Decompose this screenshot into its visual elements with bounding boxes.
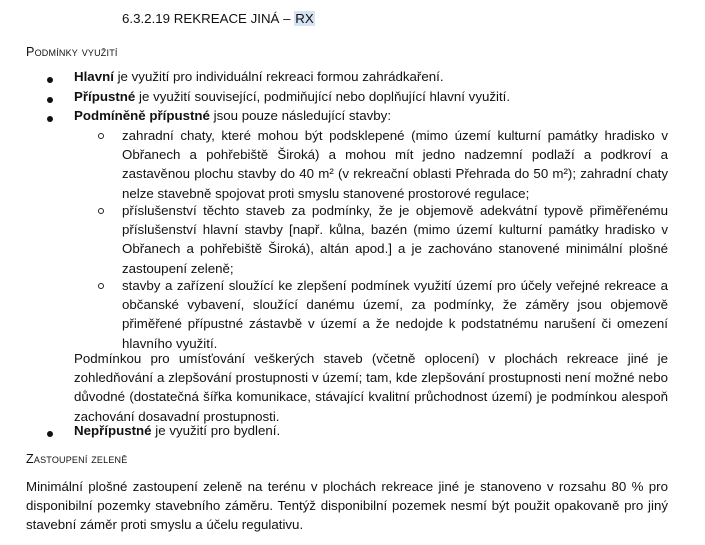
bullet-text: jsou pouze následující stavby:: [209, 108, 392, 123]
sub-bullet-circle: [98, 208, 104, 214]
bullet-label: Nepřípustné: [74, 423, 152, 438]
greenery-paragraph: Minimální plošné zastoupení zeleně na terénu v plochách rekreace jiné je stanoveno v rozsahu 80 % pro disponibilní pozemky stavebního záměru. Tentýž disponibilní pozemek nesmí být použit opakovaně pro jiný stavební záměr proti smyslu a účelu regulativu.: [26, 479, 668, 533]
bullet-dot: [47, 77, 53, 83]
bullet-dot: [47, 97, 53, 103]
heading-dash: –: [283, 11, 291, 26]
bullet-label: Podmíněně přípustné: [74, 108, 210, 123]
bullet-conditional-use: [74, 108, 674, 123]
heading-code: RX: [295, 11, 314, 26]
bullet-permitted-use: [74, 89, 674, 104]
bullet-label: Hlavní: [74, 69, 114, 84]
bullet-forbidden-use: [74, 423, 674, 438]
bullet-label: Přípustné: [74, 89, 136, 104]
heading-number: 6.3.2.19: [122, 11, 171, 26]
bullet-text: je využití pro individuální rekreaci formou zahrádkaření.: [113, 69, 444, 84]
bullet-dot: [47, 116, 53, 122]
section-title-conditions: Podmínky využití: [26, 45, 118, 59]
sub-bullet-circle: [98, 283, 104, 289]
section-heading: [122, 11, 315, 26]
bullet-text: je využití související, podmiňující nebo doplňující hlavní využití.: [135, 89, 511, 104]
condition-paragraph: Podmínkou pro umísťování veškerých staveb (včetně oplocení) v plochách rekreace jiné je zohledňování a zlepšování prostupnosti v území; tam, kde zlepšování prostupnosti není možné nebo důvodné (dostatečná šířka komunikace, stávající kvalitní průchodnost území) je podmínkou alespoň zachování dosavadní prostupnosti.: [74, 351, 668, 424]
sub-item-garden-cottages: zahradní chaty, které mohou být podsklepené (mimo území kulturní památky hradisko v Obřanech a pohřebiště Široká) a mohou mít jedno nadzemní podlaží a podkroví a zastavěnou plochu stavby do 40 m² (v rekreační oblasti Přehrada do 50 m²); zahradní chaty nelze stavebně spojovat proti smyslu stanovené prostorové regulace;: [122, 128, 668, 201]
sub-bullet-circle: [98, 133, 104, 139]
sub-item-recreation-facilities: stavby a zařízení sloužící ke zlepšení podmínek využití území pro účely veřejné rekreace a občanské vybavení, sloužící danému území, za podmínky, že záměry jsou objemově přiměřené přípustné zástavbě v území a že nedojde k podstatnému narušení či omezení hlavního využití.: [122, 278, 668, 351]
bullet-dot: [47, 431, 53, 437]
heading-title: REKREACE JINÁ: [173, 11, 280, 26]
section-title-greenery: Zastoupení zeleně: [26, 452, 128, 466]
bullet-text: je využití pro bydlení.: [151, 423, 281, 438]
sub-item-accessories: příslušenství těchto staveb za podmínky, že je objemově adekvátní typově přiměřenému příslušenství hlavní stavby [např. kůlna, bazén (mimo území kulturní památky hradisko v Obřanech a pohřebiště Široká), altán apod.] a je zachováno stanovené minimální plošné zastoupení zeleně;: [122, 203, 668, 276]
bullet-main-use: [74, 69, 674, 84]
